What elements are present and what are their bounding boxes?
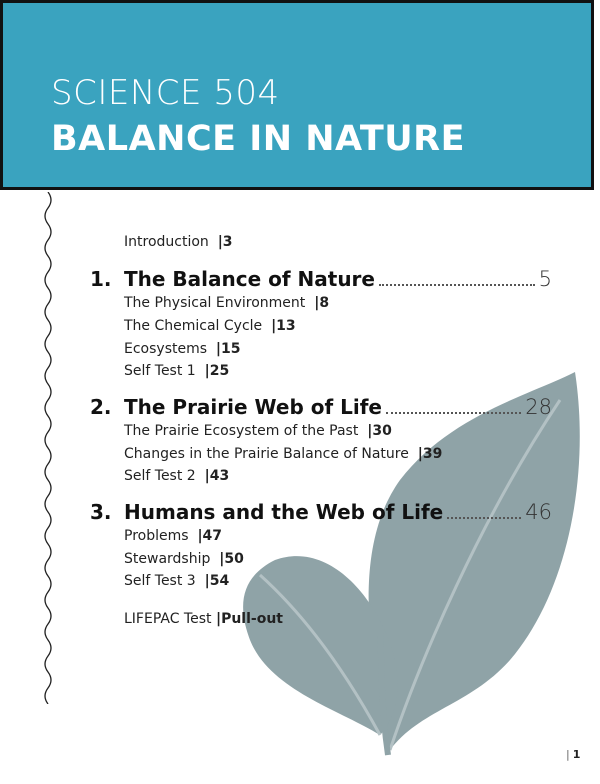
- chapter-page: 28: [525, 395, 552, 419]
- toc-entry-label: Self Test 3: [124, 573, 196, 589]
- page-number: 1: [572, 748, 581, 761]
- dot-leader: [379, 284, 535, 286]
- toc-entry-label: Introduction: [124, 234, 209, 250]
- toc-entry-label: The Physical Environment: [124, 295, 306, 311]
- toc-chapter-2[interactable]: [90, 395, 552, 419]
- toc-entry-label: Self Test 1: [124, 363, 196, 379]
- toc-section[interactable]: [124, 551, 244, 567]
- toc-entry-page: |39: [417, 446, 443, 462]
- chapter-title: The Balance of Nature: [124, 267, 375, 291]
- toc-entry-page: |Pull-out: [215, 611, 283, 627]
- toc-entry-label: Self Test 2: [124, 468, 196, 484]
- toc-section[interactable]: [124, 468, 229, 484]
- toc-entry-label: The Chemical Cycle: [124, 318, 263, 334]
- chapter-number: 1.: [90, 267, 112, 291]
- toc-entry-page: |25: [204, 363, 230, 379]
- footer-separator: |: [566, 748, 570, 761]
- toc-entry-label: LIFEPAC Test: [124, 611, 212, 627]
- toc-entry-page: |30: [367, 423, 392, 439]
- toc-section[interactable]: [124, 423, 392, 439]
- toc-section[interactable]: [124, 318, 296, 334]
- toc-entry-label: Problems: [124, 528, 189, 544]
- toc-entry-page: |43: [204, 468, 230, 484]
- toc-entry-page: |3: [217, 234, 233, 250]
- toc-introduction[interactable]: [124, 234, 233, 250]
- page-footer: [566, 748, 580, 761]
- toc-section[interactable]: [124, 363, 229, 379]
- toc-entry-page: |54: [204, 573, 230, 589]
- chapter-page: 46: [525, 500, 552, 524]
- toc-entry-label: Changes in the Prairie Balance of Nature: [124, 446, 409, 462]
- course-code: SCIENCE 504: [51, 73, 280, 113]
- toc-section[interactable]: [124, 573, 229, 589]
- toc-section[interactable]: [124, 295, 329, 311]
- toc-entry-label: Ecosystems: [124, 341, 208, 357]
- toc-entry-page: |47: [197, 528, 223, 544]
- toc-chapter-3[interactable]: [90, 500, 552, 524]
- dot-leader: [447, 517, 521, 519]
- chapter-title: Humans and the Web of Life: [124, 500, 444, 524]
- toc-section[interactable]: [124, 528, 222, 544]
- chapter-number: 2.: [90, 395, 112, 419]
- toc-section[interactable]: [124, 341, 241, 357]
- unit-title: BALANCE IN NATURE: [51, 119, 466, 159]
- chapter-page: 5: [538, 267, 552, 291]
- chapter-title: The Prairie Web of Life: [124, 395, 382, 419]
- toc-chapter-1[interactable]: [90, 267, 552, 291]
- toc-entry-page: |50: [219, 551, 244, 567]
- toc-entry-page: |13: [271, 318, 296, 334]
- toc-entry-page: |8: [314, 295, 330, 311]
- toc-entry-label: The Prairie Ecosystem of the Past: [124, 423, 359, 439]
- dot-leader: [386, 412, 521, 414]
- toc-section[interactable]: [124, 446, 442, 462]
- chapter-number: 3.: [90, 500, 112, 524]
- toc-lifepac-test[interactable]: [124, 611, 283, 627]
- toc-entry-page: |15: [215, 341, 241, 357]
- toc-entry-label: Stewardship: [124, 551, 211, 567]
